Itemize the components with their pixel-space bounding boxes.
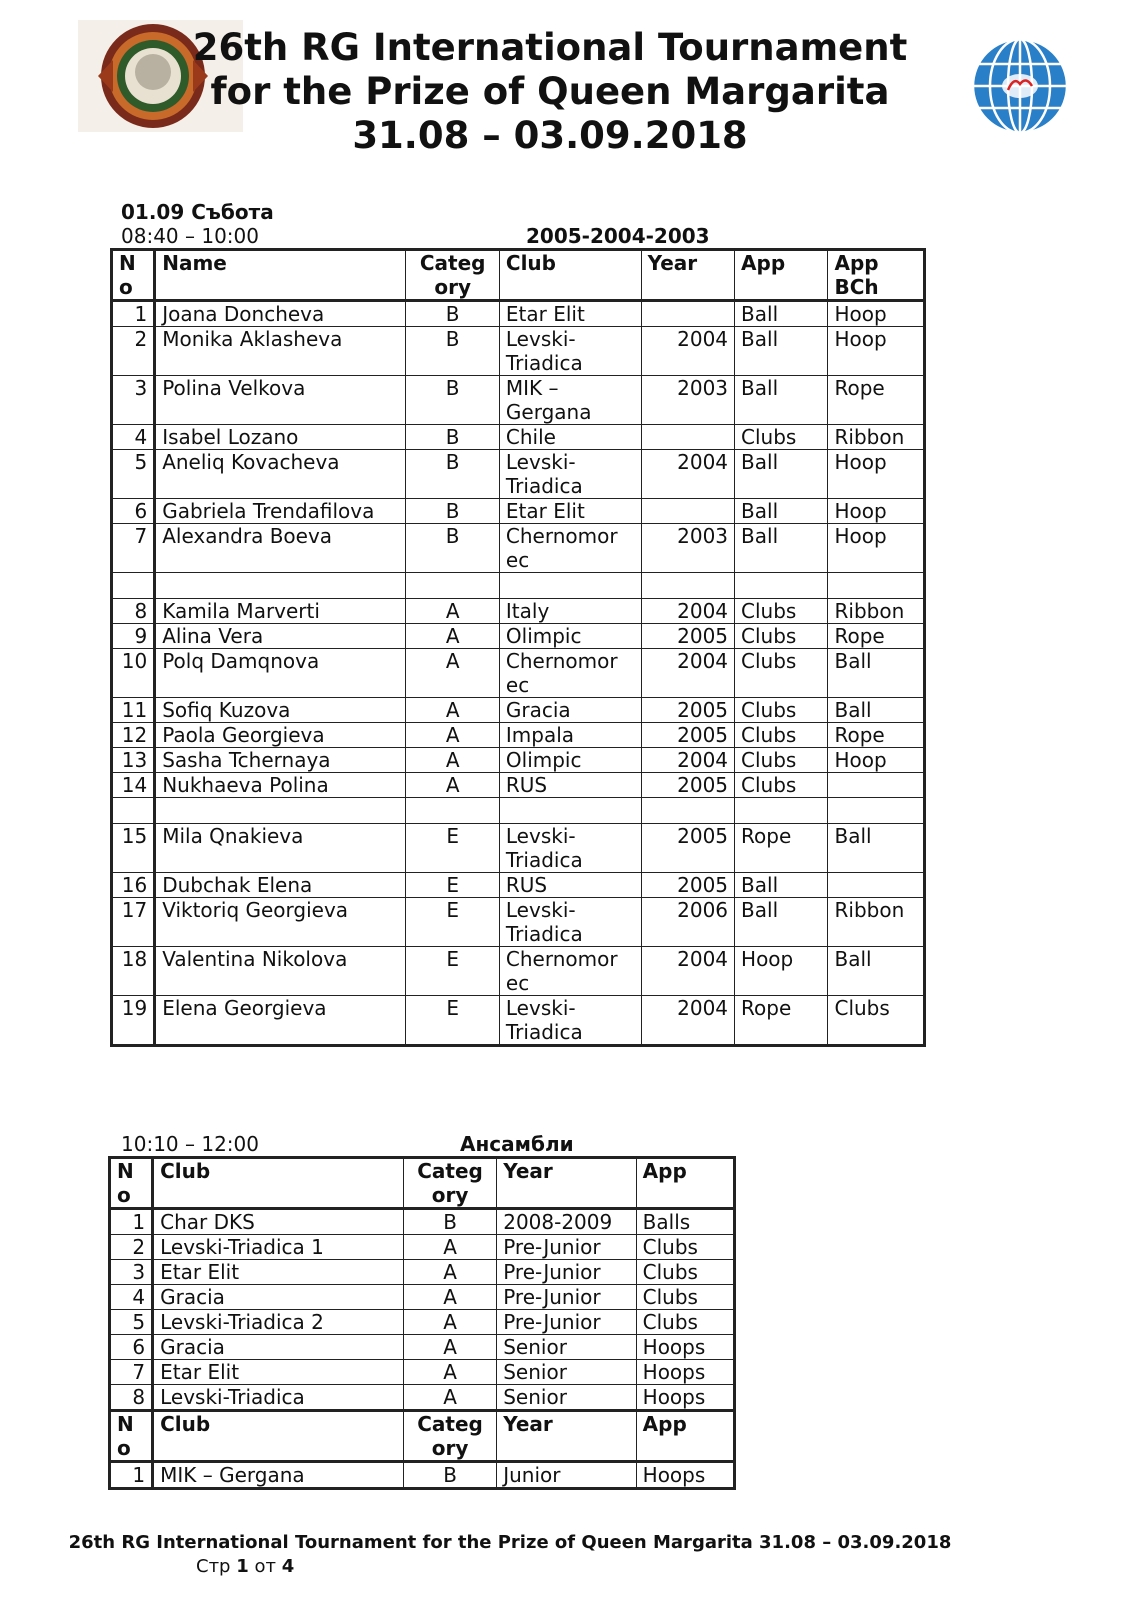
cell-app: Ball bbox=[735, 301, 828, 327]
cell-year bbox=[641, 425, 734, 450]
cell-app-bch: Ribbon bbox=[828, 898, 925, 947]
cell-category: E bbox=[406, 996, 499, 1046]
cell-app-bch bbox=[828, 573, 925, 599]
cell-year: 2005 bbox=[641, 824, 734, 873]
col-header-category: Categ ory bbox=[403, 1411, 496, 1462]
cell-year: 2005 bbox=[641, 873, 734, 898]
col-header-app: App bbox=[636, 1158, 734, 1209]
table-row bbox=[112, 898, 925, 947]
cell-club: Etar Elit bbox=[153, 1360, 404, 1385]
cell-no: 1 bbox=[112, 301, 155, 327]
table-row bbox=[110, 1209, 735, 1235]
cell-no: 12 bbox=[112, 723, 155, 748]
cell-app: Clubs bbox=[735, 425, 828, 450]
cell-app: Clubs bbox=[735, 599, 828, 624]
cell-no: 11 bbox=[112, 698, 155, 723]
cell-no: 6 bbox=[112, 499, 155, 524]
table-subheader-row bbox=[110, 1411, 735, 1462]
session-time-2: 10:10 – 12:00 bbox=[121, 1132, 259, 1156]
groups-start-list bbox=[108, 1156, 736, 1490]
individual-start-list bbox=[110, 248, 926, 1047]
col-header-no: N o bbox=[112, 250, 155, 301]
cell-app bbox=[735, 573, 828, 599]
cell-year: 2004 bbox=[641, 327, 734, 376]
cell-category: B bbox=[403, 1462, 496, 1489]
cell-name: Dubchak Elena bbox=[155, 873, 406, 898]
cell-name: Elena Georgieva bbox=[155, 996, 406, 1046]
cell-category: A bbox=[406, 649, 499, 698]
cell-category: A bbox=[406, 624, 499, 649]
col-header-club: Club bbox=[153, 1158, 404, 1209]
table-row bbox=[110, 1260, 735, 1285]
cell-category: B bbox=[406, 425, 499, 450]
table-header-row bbox=[112, 250, 925, 301]
cell-no: 4 bbox=[112, 425, 155, 450]
table-row bbox=[112, 376, 925, 425]
cell-year: 2003 bbox=[641, 524, 734, 573]
cell-app: Clubs bbox=[636, 1310, 734, 1335]
cell-category: B bbox=[406, 524, 499, 573]
col-header-category: Categ ory bbox=[406, 250, 499, 301]
cell-club: RUS bbox=[499, 873, 641, 898]
cell-year: 2005 bbox=[641, 698, 734, 723]
cell-category: E bbox=[406, 824, 499, 873]
cell-app: Ball bbox=[735, 327, 828, 376]
col-header-app: App bbox=[735, 250, 828, 301]
cell-category bbox=[406, 573, 499, 599]
cell-name: Aneliq Kovacheva bbox=[155, 450, 406, 499]
table-row bbox=[110, 1335, 735, 1360]
table-row bbox=[110, 1285, 735, 1310]
cell-no: 7 bbox=[112, 524, 155, 573]
cell-no: 3 bbox=[110, 1260, 153, 1285]
cell-club: Etar Elit bbox=[499, 301, 641, 327]
cell-club: RUS bbox=[499, 773, 641, 798]
cell-club: Levski- Triadica bbox=[499, 996, 641, 1046]
cell-no bbox=[112, 798, 155, 824]
cell-club: Olimpic bbox=[499, 748, 641, 773]
cell-category: E bbox=[406, 898, 499, 947]
table-row bbox=[112, 873, 925, 898]
cell-app: Balls bbox=[636, 1209, 734, 1235]
page-header bbox=[0, 0, 1131, 170]
cell-category: B bbox=[406, 327, 499, 376]
cell-category bbox=[406, 798, 499, 824]
cell-no: 6 bbox=[110, 1335, 153, 1360]
cell-year: 2003 bbox=[641, 376, 734, 425]
table-row bbox=[112, 649, 925, 698]
cell-club: Gracia bbox=[153, 1335, 404, 1360]
cell-app-bch: Ball bbox=[828, 824, 925, 873]
col-header-club: Club bbox=[499, 250, 641, 301]
cell-no: 2 bbox=[112, 327, 155, 376]
page-number: 1 bbox=[236, 1556, 249, 1577]
cell-app: Ball bbox=[735, 524, 828, 573]
table-row bbox=[112, 524, 925, 573]
cell-year: 2005 bbox=[641, 624, 734, 649]
cell-no: 17 bbox=[112, 898, 155, 947]
cell-name: Mila Qnakieva bbox=[155, 824, 406, 873]
col-header-year: Year bbox=[497, 1158, 636, 1209]
cell-name: Viktoriq Georgieva bbox=[155, 898, 406, 947]
cell-no bbox=[112, 573, 155, 599]
cell-category: A bbox=[403, 1385, 496, 1411]
cell-no: 8 bbox=[110, 1385, 153, 1411]
cell-app-bch bbox=[828, 798, 925, 824]
cell-name: Alexandra Boeva bbox=[155, 524, 406, 573]
table-row bbox=[112, 624, 925, 649]
cell-app: Clubs bbox=[636, 1285, 734, 1310]
cell-club: Impala bbox=[499, 723, 641, 748]
cell-no: 4 bbox=[110, 1285, 153, 1310]
cell-no: 13 bbox=[112, 748, 155, 773]
table-row bbox=[112, 573, 925, 599]
cell-name: Valentina Nikolova bbox=[155, 947, 406, 996]
cell-category: B bbox=[406, 450, 499, 499]
col-header-club: Club bbox=[153, 1411, 404, 1462]
cell-no: 5 bbox=[112, 450, 155, 499]
cell-name: Kamila Marverti bbox=[155, 599, 406, 624]
cell-name: Nukhaeva Polina bbox=[155, 773, 406, 798]
cell-category: B bbox=[403, 1209, 496, 1235]
session-time-1: 08:40 – 10:00 bbox=[121, 224, 259, 248]
cell-club: Levski- Triadica bbox=[499, 327, 641, 376]
table-row bbox=[110, 1235, 735, 1260]
cell-app: Rope bbox=[735, 824, 828, 873]
cell-category: A bbox=[403, 1260, 496, 1285]
cell-year bbox=[641, 798, 734, 824]
cell-category: A bbox=[406, 698, 499, 723]
cell-app: Clubs bbox=[735, 748, 828, 773]
cell-club: Italy bbox=[499, 599, 641, 624]
cell-name bbox=[155, 798, 406, 824]
cell-year: 2004 bbox=[641, 748, 734, 773]
title-dates: 31.08 – 03.09.2018 bbox=[352, 114, 748, 157]
cell-year: 2004 bbox=[641, 649, 734, 698]
col-header-app: App bbox=[636, 1411, 734, 1462]
cell-app-bch: Ball bbox=[828, 698, 925, 723]
cell-app: Ball bbox=[735, 450, 828, 499]
table-row bbox=[112, 450, 925, 499]
cell-category: B bbox=[406, 499, 499, 524]
table-row bbox=[112, 947, 925, 996]
cell-name bbox=[155, 573, 406, 599]
cell-year: Senior bbox=[497, 1335, 636, 1360]
cell-club: MIK – Gergana bbox=[499, 376, 641, 425]
table-row bbox=[112, 327, 925, 376]
cell-no: 1 bbox=[110, 1462, 153, 1489]
col-header-year: Year bbox=[497, 1411, 636, 1462]
cell-app-bch: Rope bbox=[828, 624, 925, 649]
cell-year: Pre-Junior bbox=[497, 1285, 636, 1310]
cell-no: 15 bbox=[112, 824, 155, 873]
cell-club: Gracia bbox=[499, 698, 641, 723]
col-header-year: Year bbox=[641, 250, 734, 301]
cell-no: 19 bbox=[112, 996, 155, 1046]
cell-app: Clubs bbox=[636, 1235, 734, 1260]
cell-app-bch: Hoop bbox=[828, 450, 925, 499]
cell-app: Ball bbox=[735, 499, 828, 524]
cell-app-bch: Ribbon bbox=[828, 599, 925, 624]
cell-app-bch: Rope bbox=[828, 376, 925, 425]
document-title bbox=[150, 26, 950, 158]
cell-category: A bbox=[403, 1360, 496, 1385]
cell-year: Pre-Junior bbox=[497, 1310, 636, 1335]
cell-app: Clubs bbox=[735, 698, 828, 723]
cell-app: Hoops bbox=[636, 1335, 734, 1360]
groups-heading: Ансамбли bbox=[460, 1132, 574, 1156]
cell-category: B bbox=[406, 301, 499, 327]
cell-category: A bbox=[406, 599, 499, 624]
table-row bbox=[112, 698, 925, 723]
cell-no: 10 bbox=[112, 649, 155, 698]
cell-name: Gabriela Trendafilova bbox=[155, 499, 406, 524]
cell-year: Pre-Junior bbox=[497, 1260, 636, 1285]
title-line-2: for the Prize of Queen Margarita bbox=[210, 70, 890, 113]
cell-category: A bbox=[406, 773, 499, 798]
cell-name: Paola Georgieva bbox=[155, 723, 406, 748]
cell-category: A bbox=[406, 748, 499, 773]
table-row bbox=[110, 1462, 735, 1489]
table-row bbox=[112, 996, 925, 1046]
cell-year: 2004 bbox=[641, 450, 734, 499]
table-row bbox=[112, 748, 925, 773]
cell-year bbox=[641, 499, 734, 524]
cell-no: 3 bbox=[112, 376, 155, 425]
cell-app-bch: Hoop bbox=[828, 748, 925, 773]
cell-category: B bbox=[406, 376, 499, 425]
cell-category: E bbox=[406, 947, 499, 996]
table-row bbox=[112, 599, 925, 624]
cell-no: 18 bbox=[112, 947, 155, 996]
page-total: 4 bbox=[281, 1556, 295, 1577]
cell-app: Rope bbox=[735, 996, 828, 1046]
cell-no: 14 bbox=[112, 773, 155, 798]
cell-year: 2005 bbox=[641, 723, 734, 748]
table-row bbox=[112, 301, 925, 327]
cell-no: 5 bbox=[110, 1310, 153, 1335]
cell-club: Etar Elit bbox=[153, 1260, 404, 1285]
cell-no: 9 bbox=[112, 624, 155, 649]
cell-club bbox=[499, 573, 641, 599]
table-header-row bbox=[110, 1158, 735, 1209]
cell-year: Junior bbox=[497, 1462, 636, 1489]
cell-year: 2006 bbox=[641, 898, 734, 947]
col-header-no: N o bbox=[110, 1411, 153, 1462]
table-row bbox=[112, 425, 925, 450]
cell-app: Clubs bbox=[735, 624, 828, 649]
cell-app-bch: Ball bbox=[828, 947, 925, 996]
cell-club: Olimpic bbox=[499, 624, 641, 649]
table-row bbox=[112, 499, 925, 524]
cell-app-bch bbox=[828, 873, 925, 898]
cell-year: Senior bbox=[497, 1360, 636, 1385]
table-row bbox=[112, 773, 925, 798]
cell-name: Alina Vera bbox=[155, 624, 406, 649]
table-row bbox=[112, 798, 925, 824]
cell-app: Clubs bbox=[735, 723, 828, 748]
cell-no: 2 bbox=[110, 1235, 153, 1260]
cell-year: 2008-2009 bbox=[497, 1209, 636, 1235]
cell-club: Etar Elit bbox=[499, 499, 641, 524]
cell-app: Hoop bbox=[735, 947, 828, 996]
cell-app: Hoops bbox=[636, 1360, 734, 1385]
cell-category: E bbox=[406, 873, 499, 898]
cell-year: 2004 bbox=[641, 599, 734, 624]
cell-name: Polq Damqnova bbox=[155, 649, 406, 698]
cell-year bbox=[641, 301, 734, 327]
cell-app: Ball bbox=[735, 376, 828, 425]
cell-club: Chile bbox=[499, 425, 641, 450]
cell-app: Clubs bbox=[735, 649, 828, 698]
cell-app-bch: Clubs bbox=[828, 996, 925, 1046]
cell-year: 2005 bbox=[641, 773, 734, 798]
cell-app: Hoops bbox=[636, 1385, 734, 1411]
page-prefix: Стр bbox=[196, 1556, 231, 1577]
table-row bbox=[110, 1385, 735, 1411]
cell-club: Levski- Triadica bbox=[499, 450, 641, 499]
cell-year: 2004 bbox=[641, 947, 734, 996]
cell-name: Isabel Lozano bbox=[155, 425, 406, 450]
table-row bbox=[112, 824, 925, 873]
cell-club bbox=[499, 798, 641, 824]
cell-club: Chernomor ec bbox=[499, 649, 641, 698]
cell-category: A bbox=[403, 1335, 496, 1360]
page-of: от bbox=[254, 1556, 276, 1577]
table-row bbox=[110, 1360, 735, 1385]
cell-category: A bbox=[403, 1310, 496, 1335]
cell-category: A bbox=[403, 1285, 496, 1310]
col-header-no: N o bbox=[110, 1158, 153, 1209]
cell-no: 7 bbox=[110, 1360, 153, 1385]
cell-name: Monika Aklasheva bbox=[155, 327, 406, 376]
cell-year bbox=[641, 573, 734, 599]
table-row bbox=[112, 723, 925, 748]
cell-club: Char DKS bbox=[153, 1209, 404, 1235]
cell-club: Levski- Triadica bbox=[499, 898, 641, 947]
cell-app: Clubs bbox=[735, 773, 828, 798]
col-header-name: Name bbox=[155, 250, 406, 301]
footer-title: 26th RG International Tournament for the Prize of Queen Margarita 31.08 – 03.09.2018 bbox=[68, 1532, 952, 1553]
cell-app: Ball bbox=[735, 898, 828, 947]
cell-category: A bbox=[403, 1235, 496, 1260]
cell-app-bch: Hoop bbox=[828, 327, 925, 376]
cell-club: Levski-Triadica 1 bbox=[153, 1235, 404, 1260]
cell-app-bch: Hoop bbox=[828, 499, 925, 524]
col-header-app-bch: App BCh bbox=[828, 250, 925, 301]
cell-name: Sasha Tchernaya bbox=[155, 748, 406, 773]
cell-club: Gracia bbox=[153, 1285, 404, 1310]
cell-no: 16 bbox=[112, 873, 155, 898]
col-header-category: Categ ory bbox=[403, 1158, 496, 1209]
cell-app-bch: Hoop bbox=[828, 524, 925, 573]
cell-club: Chernomor ec bbox=[499, 947, 641, 996]
cell-app-bch: Ball bbox=[828, 649, 925, 698]
cell-app-bch: Ribbon bbox=[828, 425, 925, 450]
page-indicator bbox=[196, 1556, 294, 1577]
cell-name: Polina Velkova bbox=[155, 376, 406, 425]
cell-no: 1 bbox=[110, 1209, 153, 1235]
cell-app: Ball bbox=[735, 873, 828, 898]
title-line-1: 26th RG International Tournament bbox=[192, 26, 908, 69]
cell-app-bch: Hoop bbox=[828, 301, 925, 327]
cell-category: A bbox=[406, 723, 499, 748]
cell-club: MIK – Gergana bbox=[153, 1462, 404, 1489]
cell-year: Senior bbox=[497, 1385, 636, 1411]
cell-club: Levski-Triadica 2 bbox=[153, 1310, 404, 1335]
table-row bbox=[110, 1310, 735, 1335]
cell-app-bch bbox=[828, 773, 925, 798]
cell-app: Clubs bbox=[636, 1260, 734, 1285]
fig-globe-logo bbox=[970, 36, 1070, 136]
age-group-heading: 2005-2004-2003 bbox=[526, 224, 710, 248]
cell-name: Sofiq Kuzova bbox=[155, 698, 406, 723]
cell-club: Levski- Triadica bbox=[499, 824, 641, 873]
cell-no: 8 bbox=[112, 599, 155, 624]
cell-year: Pre-Junior bbox=[497, 1235, 636, 1260]
cell-app bbox=[735, 798, 828, 824]
cell-year: 2004 bbox=[641, 996, 734, 1046]
cell-club: Chernomor ec bbox=[499, 524, 641, 573]
day-heading: 01.09 Събота bbox=[121, 200, 274, 224]
cell-app-bch: Rope bbox=[828, 723, 925, 748]
cell-name: Joana Doncheva bbox=[155, 301, 406, 327]
cell-club: Levski-Triadica bbox=[153, 1385, 404, 1411]
cell-app: Hoops bbox=[636, 1462, 734, 1489]
